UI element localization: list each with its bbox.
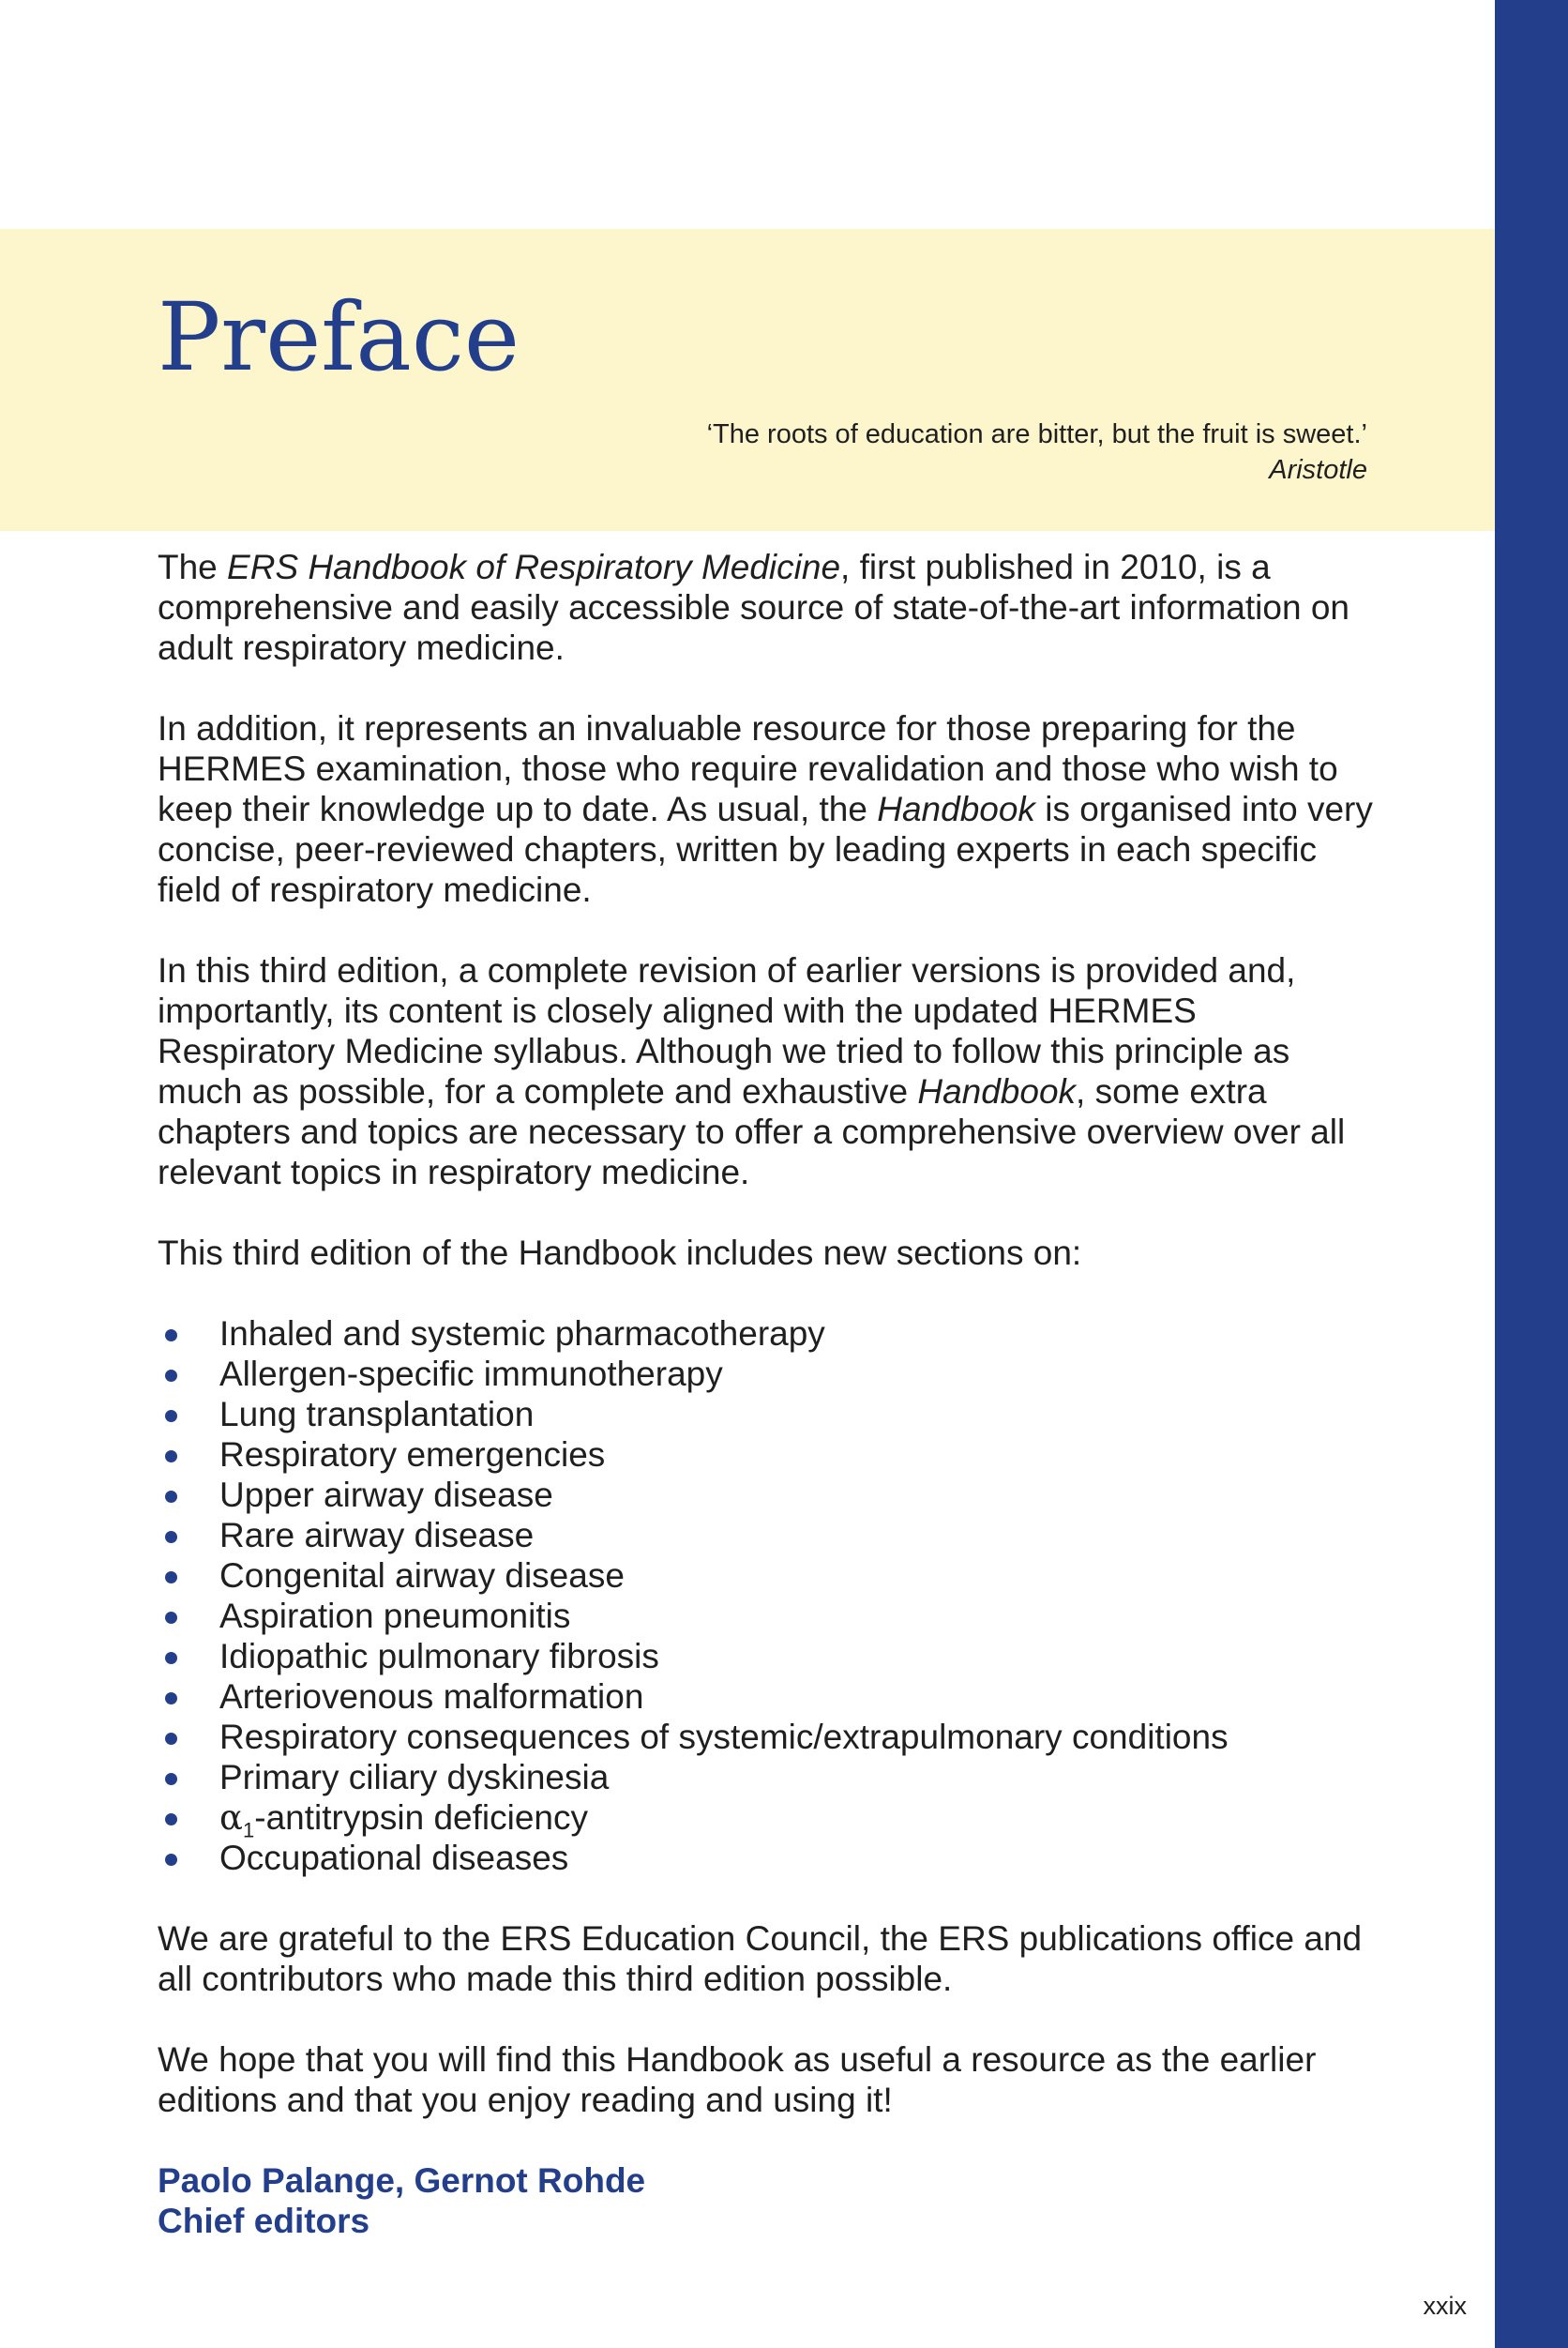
editor-role: Chief editors (158, 2202, 370, 2240)
preface-body (158, 547, 1377, 2241)
epigraph (707, 417, 1367, 488)
list-item: Arteriovenous malformation (158, 1676, 1377, 1717)
quote-text: ‘The roots of education are bitter, but the fruit is sweet.’ (706, 419, 1367, 449)
paragraph-2 (158, 708, 1377, 910)
paragraph-4: This third edition of the Handbook includes new sections on: (158, 1234, 1082, 1272)
quote-author: Aristotle (1269, 455, 1367, 485)
signature (158, 2160, 1377, 2241)
p1-book-title: ERS Handbook of Respiratory Medicine (227, 548, 841, 586)
alpha-subscript: 1 (243, 1818, 255, 1842)
paragraph-6: We hope that you will find this Handbook as useful a resource as the earlier editions and that you enjoy reading and using it! (158, 2040, 1317, 2119)
list-item: Respiratory emergencies (158, 1434, 1377, 1475)
list-item: Respiratory consequences of systemic/extrapulmonary conditions (158, 1717, 1377, 1757)
page-number: xxix (1423, 2292, 1467, 2320)
list-item: Occupational diseases (158, 1838, 1377, 1878)
list-item: Aspiration pneumonitis (158, 1596, 1377, 1636)
p3-text-c: , some extra chapters and topics are necessary to offer a comprehensive overview over all relevant topics in respiratory medicine. (158, 1072, 1346, 1191)
list-item: Inhaled and systemic pharmacotherapy (158, 1313, 1377, 1354)
p3-handbook: Handbook (917, 1072, 1077, 1111)
list-item (158, 1797, 1377, 1842)
p1-text-a: The (158, 548, 228, 586)
p2-text-c: is organised into very concise, peer-reviewed chapters, written by leading experts in each specific field of respiratory medicine. (158, 790, 1373, 909)
list-item: Rare airway disease (158, 1515, 1377, 1555)
side-color-bar (1495, 0, 1568, 2348)
editor-names: Paolo Palange, Gernot Rohde (158, 2161, 646, 2200)
new-sections-list (158, 1313, 1377, 1878)
list-item: Idiopathic pulmonary fibrosis (158, 1636, 1377, 1676)
alpha-item-text: -antitrypsin deficiency (254, 1798, 589, 1837)
page-title: Preface (158, 282, 520, 392)
alpha-symbol: α (219, 1797, 243, 1838)
list-item: Lung transplantation (158, 1394, 1377, 1434)
paragraph-3 (158, 950, 1377, 1192)
list-item: Allergen-specific immunotherapy (158, 1354, 1377, 1394)
list-item: Upper airway disease (158, 1475, 1377, 1515)
list-item: Primary ciliary dyskinesia (158, 1757, 1377, 1797)
list-item: Congenital airway disease (158, 1555, 1377, 1596)
p3-text-a: In this third edition, a complete revision of earlier versions is provided and, importantly, its content is closely aligned with the updated HERMES Respiratory Medicine syllabus. Although we tried to follow this principle as much as possible, for a complete and exhaustive (158, 951, 1296, 1111)
paragraph-5: We are grateful to the ERS Education Council, the ERS publications office and all contributors who made this third edition possible. (158, 1919, 1363, 1998)
p2-handbook: Handbook (877, 790, 1035, 828)
p1-text-c: , first published in 2010, is a comprehensive and easily accessible source of state-of-the-art information on adult respiratory medicine. (158, 548, 1349, 667)
paragraph-1 (158, 547, 1377, 668)
p2-text-a: In addition, it represents an invaluable resource for those preparing for the HERMES examination, those who require revalidation and those who wish to keep their knowledge up to date. As usual, the (158, 709, 1338, 828)
